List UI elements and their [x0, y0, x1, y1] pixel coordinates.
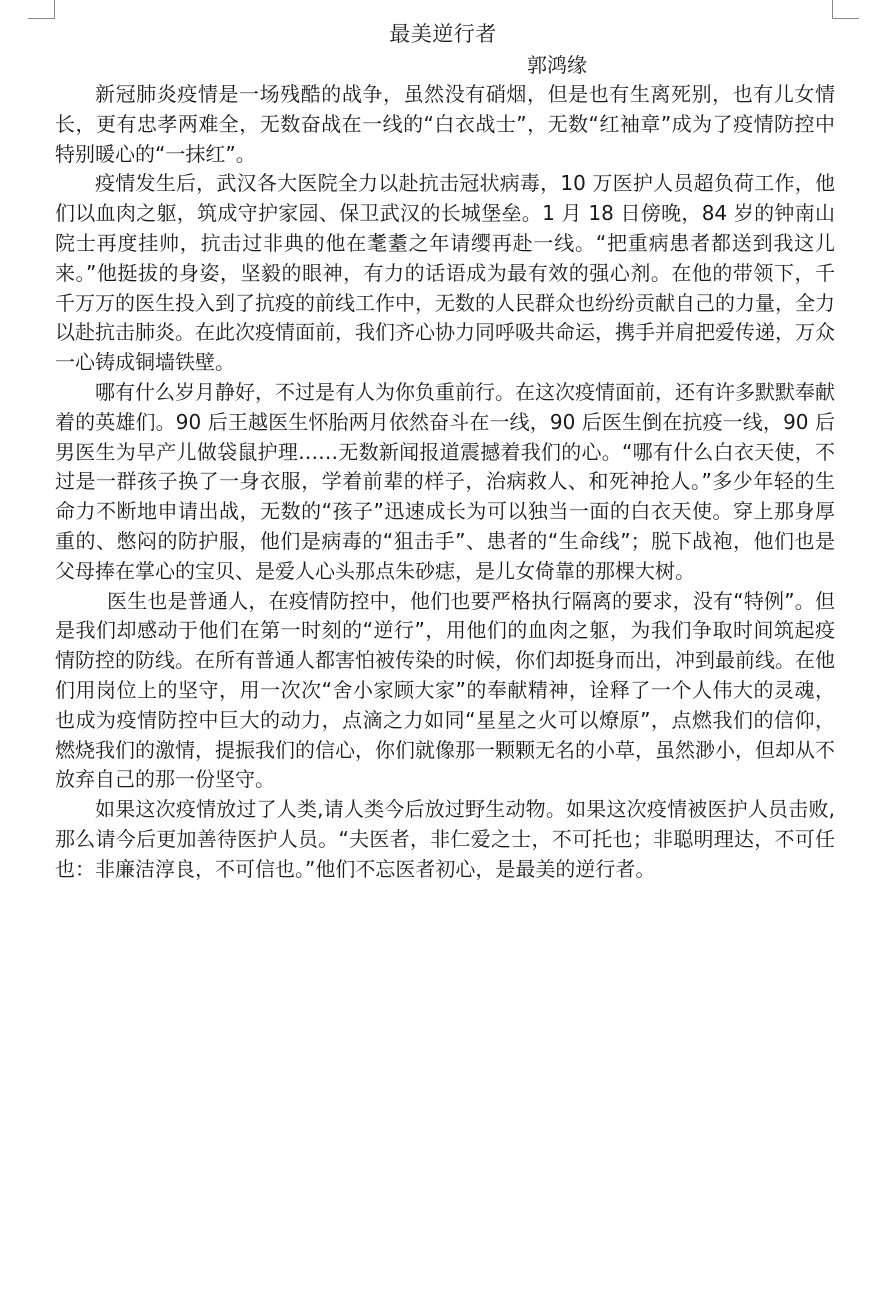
paragraph-5: 如果这次疫情放过了人类,请人类今后放过野生动物。如果这次疫情被医护人员击败,那么请今后更加善待医护人员。“夫医者，非仁爱之士，不可托也；非聪明理达，不可任也：非廉洁淳良，不可信也。”他们不忘医者初心，是最美的逆行者。 — [55, 797, 835, 881]
document-body — [55, 80, 835, 885]
crop-mark-top-right — [832, 0, 859, 19]
paragraph-1: 新冠肺炎疫情是一场残酷的战争，虽然没有硝烟，但是也有生离死别，也有儿女情长，更有忠孝两难全，无数奋战在一线的“白衣战士”，无数“红袖章”成为了疫情防控中特别暖心的“一抹红”。 — [55, 82, 835, 166]
paragraph-3: 哪有什么岁月静好，不过是有人为你负重前行。在这次疫情面前，还有许多默默奉献着的英雄们。90 后王越医生怀胎两月依然奋斗在一线，90 后医生倒在抗疫一线，90 后男医生为早产儿做袋鼠护理……无数新闻报道震撼着我们的心。“哪有什么白衣天使，不过是一群孩子换了一身衣服，学着前辈的样子，治病救人、和死神抢人。”多少年轻的生命力不断地申请出战，无数的“孩子”迅速成长为可以独当一面的白衣天使。穿上那身厚重的、憋闷的防护服，他们是病毒的“狙击手”、患者的“生命线”；脱下战袍，他们也是父母捧在掌心的宝贝、是爱人心头那点朱砂痣，是儿女倚靠的那棵大树。 — [55, 379, 835, 583]
crop-mark-top-left — [28, 0, 55, 19]
document-title: 最美逆行者 — [389, 22, 497, 46]
paragraph-2: 疫情发生后，武汉各大医院全力以赴抗击冠状病毒，10 万医护人员超负荷工作，他们以血肉之躯，筑成守护家园、保卫武汉的长城堡垒。1 月 18 日傍晚，84 岁的钟南山院士再度挂帅，抗击过非典的他在耄耋之年请缨再赴一线。“把重病患者都送到我这儿来。”他挺拔的身姿，坚毅的眼神，有力的话语成为最有效的强心剂。在他的带领下，千千万万的医生投入到了抗疫的前线工作中，无数的人民群众也纷纷贡献自己的力量，全力以赴抗击肺炎。在此次疫情面前，我们齐心协力同呼吸共命运，携手并肩把爱传递，万众一心铸成铜墙铁壁。 — [55, 171, 835, 375]
paragraph-4: 医生也是普通人，在疫情防控中，他们也要严格执行隔离的要求，没有“特例”。但是我们却感动于他们在第一时刻的“逆行”，用他们的血肉之躯，为我们争取时间筑起疫情防控的防线。在所有普通人都害怕被传染的时候，你们却挺身而出，冲到最前线。在他们用岗位上的坚守，用一次次“舍小家顾大家”的奉献精神，诠释了一个人伟大的灵魂，也成为疫情防控中巨大的动力，点滴之力如同“星星之火可以燎原”，点燃我们的信仰，燃烧我们的激情，提振我们的信心，你们就像那一颗颗无名的小草，虽然渺小，但却从不放弃自己的那一份坚守。 — [55, 588, 835, 792]
document-author: 郭鸿缘 — [527, 53, 587, 77]
